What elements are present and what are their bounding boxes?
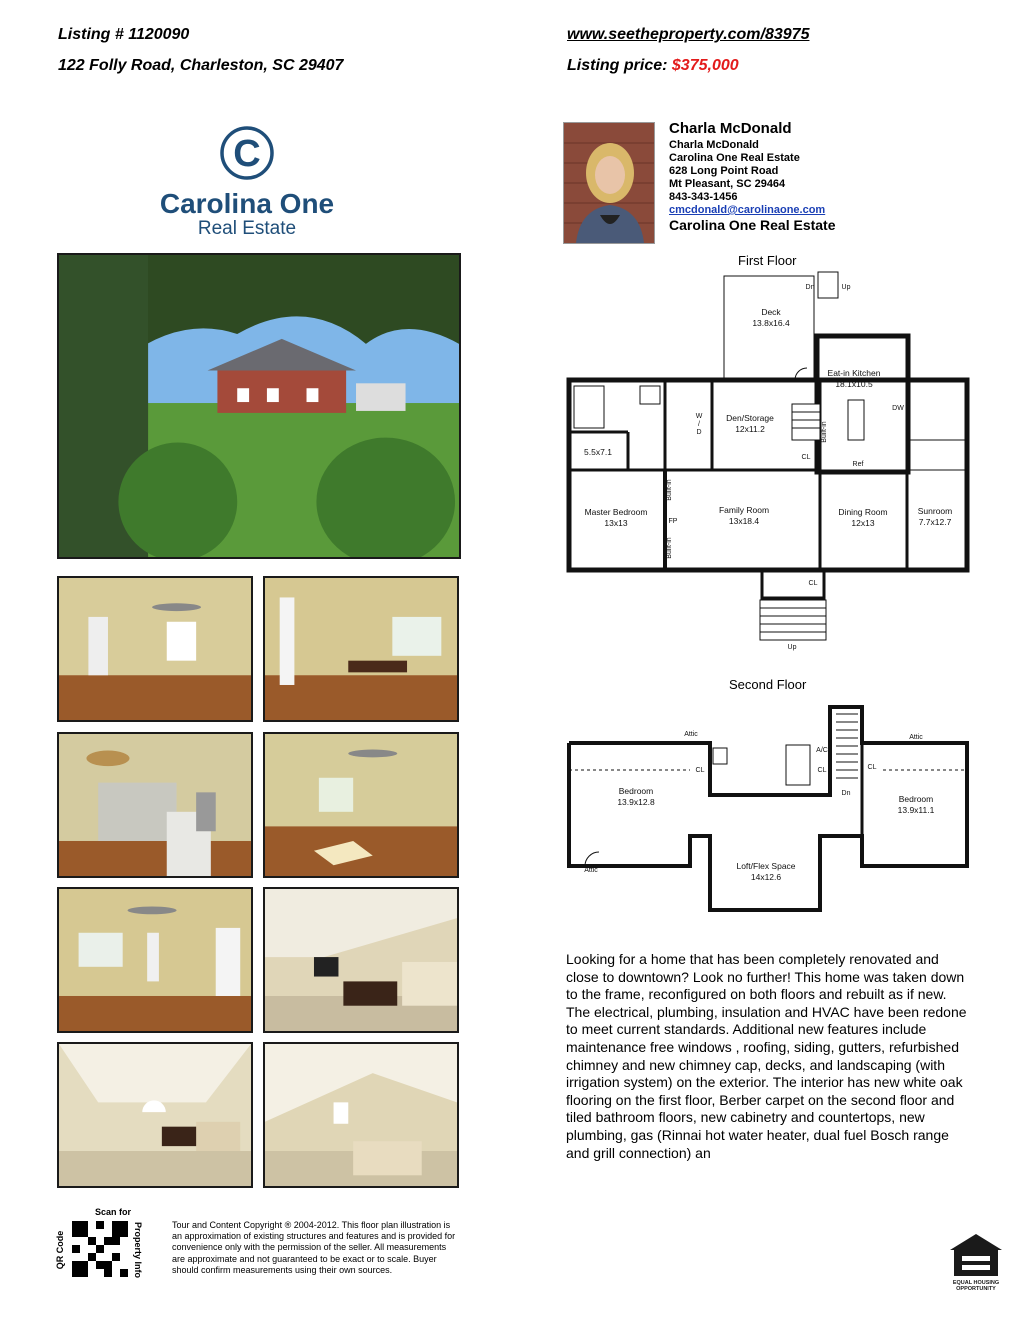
agent-company: Carolina One Real Estate <box>669 152 800 164</box>
fp1-w: W <box>695 413 703 420</box>
fp1-cl2: CL <box>808 580 818 587</box>
fp1-builtin3: Built-in <box>821 421 828 443</box>
logo-line2: Real Estate <box>197 218 297 239</box>
agent-street: 628 Long Point Road <box>669 165 779 177</box>
equal-housing-icon <box>946 1232 1006 1292</box>
logo-c-icon <box>150 122 350 240</box>
fp1-deck: Deck <box>761 307 781 317</box>
photo-family-room <box>57 576 253 722</box>
fp2-attic3: Attic <box>584 867 598 874</box>
agent-heading: Charla McDonald <box>669 120 792 137</box>
listing-price <box>567 57 739 75</box>
first-floor-plan <box>562 268 974 652</box>
equal-housing-logo <box>946 1232 1006 1292</box>
fp2-loft-dim: 14x12.6 <box>750 872 782 882</box>
photo-kitchen <box>57 732 253 878</box>
fp2-cl3: CL <box>867 764 877 771</box>
first-floor-title: First Floor <box>738 253 797 268</box>
fp2-dn: Dn <box>841 790 851 797</box>
fp1-fp: FP <box>668 518 678 525</box>
fp2-ac: A/C <box>816 747 828 754</box>
eho-line1: EQUAL HOUSING <box>952 1280 1000 1286</box>
photo-attic-room <box>57 1042 253 1188</box>
logo-letter: C <box>233 133 261 175</box>
fp2-cl1: CL <box>695 767 705 774</box>
listing-number: Listing # 1120090 <box>58 26 190 43</box>
fp1-d: D <box>696 429 702 436</box>
legal-disclaimer: Tour and Content Copyright ® 2004-2012. This floor plan illustration is an approximation of existing structures and features and is provided for convenience only with the permission of the seller. All measurements are approximate and not guaranteed to be exact or to scale. Buyer should confirm measurements using their own sources. <box>172 1220 456 1275</box>
fp1-sunroom-dim: 7.7x12.7 <box>918 517 952 527</box>
agent-phone: 843-343-1456 <box>669 191 738 203</box>
fp1-cl1: CL <box>801 454 811 461</box>
fp1-dining-dim: 12x13 <box>851 518 875 528</box>
logo-line1: Carolina One <box>159 188 335 219</box>
fp1-ref: Ref <box>852 461 864 468</box>
fp2-cl2: CL <box>817 767 827 774</box>
second-floor-title: Second Floor <box>729 677 807 692</box>
agent-city: Mt Pleasant, SC 29464 <box>669 178 786 190</box>
property-address: 122 Folly Road, Charleston, SC 29407 <box>58 57 344 74</box>
fp1-kitchen-dim: 18.1x10.5 <box>835 379 873 389</box>
agent-photo <box>563 122 655 244</box>
fp1-slash: / <box>698 421 700 428</box>
fp2-loft: Loft/Flex Space <box>736 861 796 871</box>
fp2-bed2-dim: 13.9x11.1 <box>897 805 935 815</box>
fp2-bed1-dim: 13.9x12.8 <box>617 797 655 807</box>
fp1-dw: DW <box>892 405 904 412</box>
photo-attic-bedroom <box>263 1042 459 1188</box>
fp1-dining: Dining Room <box>838 507 888 517</box>
agent-info <box>669 120 836 233</box>
fp1-builtin1: Built-in <box>666 479 673 501</box>
fp1-family-dim: 13x18.4 <box>728 516 760 526</box>
agent-name: Charla McDonald <box>669 139 759 151</box>
carolina-one-logo <box>150 122 350 240</box>
property-description: Looking for a home that has been completely renovated and close to downtown? Look no further! This home was taken down to the frame, reconfigured on both floors and rebuilt as if new. The electrical, plumbing, insulation and HVAC have been redone to meet current standards. Additional new features include maintenance free windows , roofing, siding, gutters, refurbished chimney and new chimney cap, decks, and landscaping (with irrigation system) on the exterior. The interior has new white oak flooring on the first floor, Berber carpet on the second floor and tiled bathroom floors, new cabinetry and countertops, new plumbing, gas (Rinnai hot water heater, dual fuel Bosch range and grill connection) an <box>566 951 967 1161</box>
fp1-kitchen: Eat-in Kitchen <box>827 368 881 378</box>
price-label: Listing price: <box>567 57 668 74</box>
agent-company-footer: Carolina One Real Estate <box>669 217 836 233</box>
photo-bedroom <box>263 732 459 878</box>
first-floor-plan-drawing <box>562 268 974 652</box>
qr-right-label: Property Info <box>133 1221 143 1278</box>
fp1-builtin2: Built-in <box>666 537 673 559</box>
fp1-closet: 5.5x7.1 <box>584 447 612 457</box>
photo-dining-room <box>263 576 459 722</box>
fp1-family: Family Room <box>718 505 770 515</box>
fp1-up: Up <box>841 284 851 291</box>
fp1-deck-dim: 13.8x16.4 <box>752 318 790 328</box>
photo-loft <box>263 887 459 1033</box>
fp1-sunroom: Sunroom <box>917 506 953 516</box>
qr-code-icon[interactable] <box>72 1221 128 1277</box>
fp1-den-dim: 12x11.2 <box>735 424 765 434</box>
fp2-bed2: Bedroom <box>898 794 934 804</box>
price-value: $375,000 <box>671 57 739 74</box>
second-floor-plan <box>562 700 974 918</box>
eho-line2: OPPORTUNITY <box>956 1286 996 1292</box>
fp1-dn: Dn <box>805 284 815 291</box>
fp2-attic1: Attic <box>684 731 698 738</box>
fp2-attic2: Attic <box>909 734 923 741</box>
agent-email-link[interactable]: cmcdonald@carolinaone.com <box>669 204 826 216</box>
fp1-master-dim: 13x13 <box>604 518 628 528</box>
fp2-bed1: Bedroom <box>618 786 654 796</box>
qr-left-label: QR Code <box>55 1230 65 1270</box>
fp1-den: Den/Storage <box>726 413 774 423</box>
second-floor-plan-drawing <box>562 700 974 918</box>
photo-bedroom-2 <box>57 887 253 1033</box>
tour-url-link[interactable]: www.seetheproperty.com/83975 <box>567 26 810 43</box>
fp1-master: Master Bedroom <box>584 507 648 517</box>
qr-top-label: Scan for <box>94 1207 131 1217</box>
fp1-up2: Up <box>787 644 797 651</box>
main-exterior-photo <box>57 253 461 559</box>
